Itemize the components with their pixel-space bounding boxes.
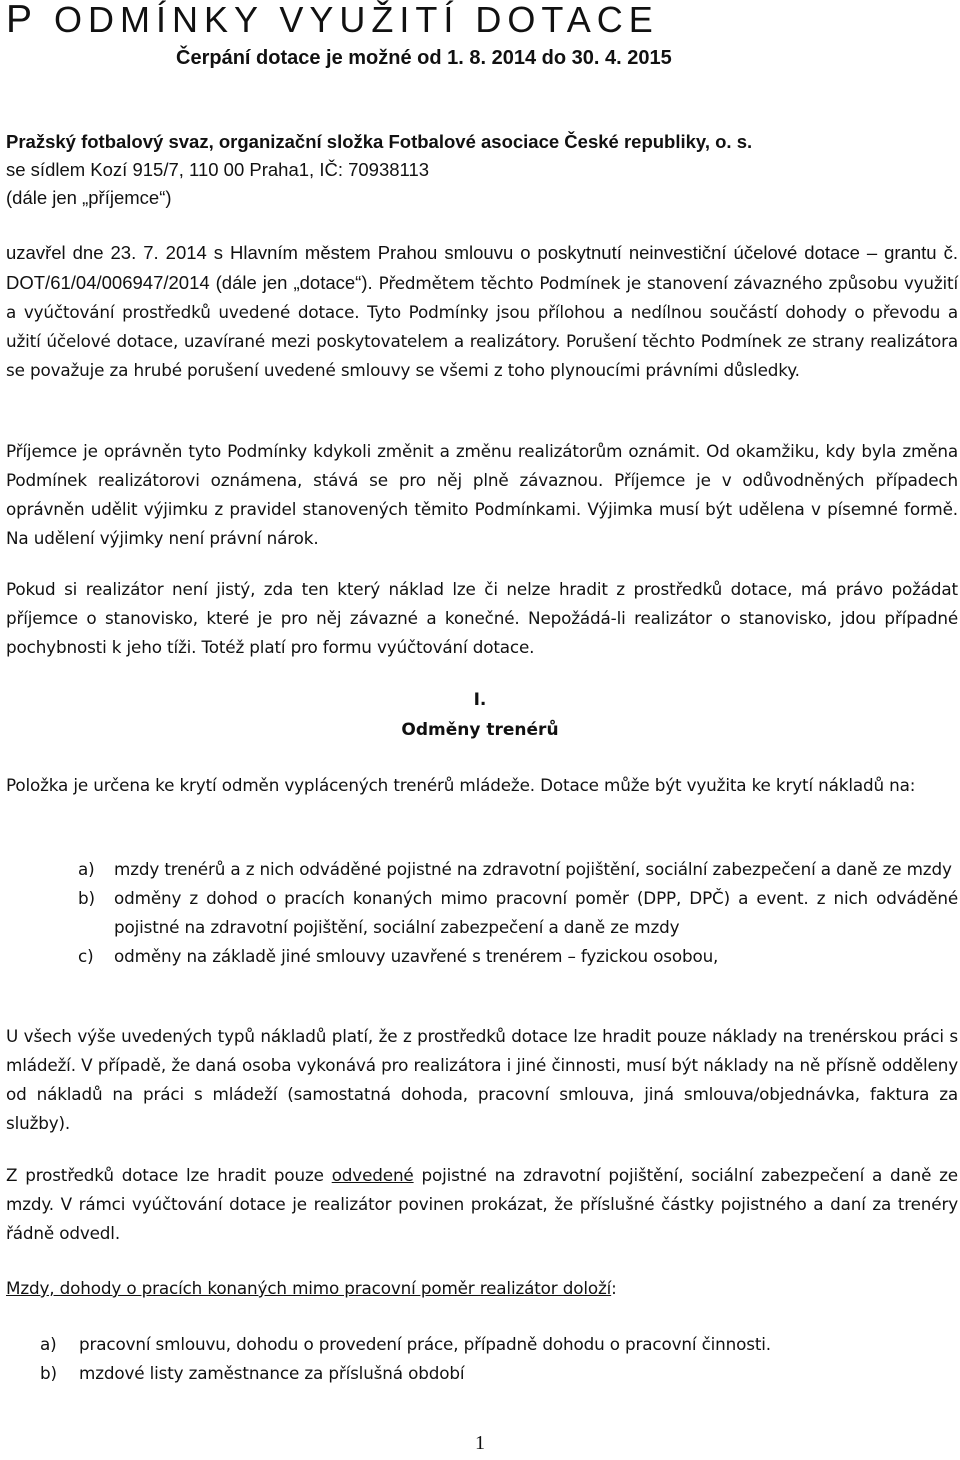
doubts-paragraph: Pokud si realizátor není jistý, zda ten který náklad lze či nelze hradit z prostředků dotace, má právo požádat příjemce o stanovisko, které je pro něj závazné a konečné. Nepožádá-li realizátor o stanovisko, jdou případné pochybnosti k jeho tíži. Totéž platí pro formu vyúčtování dotace. xyxy=(6,579,958,657)
intro-sentence-1: uzavřel dne 23. 7. 2014 s Hlavním městem Prahou smlouvu o poskytnutí neinvestiční účelové dotace – grantu č. DOT/61/04/006947/2014 (dále jen „dotace“). xyxy=(6,242,958,293)
list-marker: a) xyxy=(40,1334,57,1354)
list-item xyxy=(6,942,958,971)
list-marker: c) xyxy=(78,946,94,966)
documents-heading-line xyxy=(6,1274,958,1303)
document-title xyxy=(6,0,659,40)
funding-period: Čerpání dotace je možné od 1. 8. 2014 do 30. 4. 2015 xyxy=(176,47,672,69)
costs-paragraph: U všech výše uvedených typů nákladů platí, že z prostředků dotace lze hradit pouze náklady na trenérskou práci s mládeží. V případě, že daná osoba vykonává pro realizátora i jiné činnosti, musí být náklady na ně přísně odděleny od nákladů na práci s mládeží (samostatná dohoda, pracovní smlouva, jiná smlouva/objednávka, faktura za služby). xyxy=(6,1026,958,1133)
documents-heading-colon: : xyxy=(611,1278,617,1298)
list-item-text: mzdové listy zaměstnance za příslušná období xyxy=(79,1363,465,1383)
intro-sentence-2: Předmětem těchto Podmínek je stanovení závazného způsobu využití a vyúčtování prostředků uvedené dotace. Tyto Podmínky jsou přílohou a nedílnou součástí dohody o převodu a užití účelové dotace, uzavírané mezi poskytovatelem a realizátory. Porušení těchto Podmínek ze strany realizátora se považuje za hrubé porušení uvedené smlouvy se všemi z toho plynoucími právními důsledky. xyxy=(6,273,958,380)
section-number: I. xyxy=(473,690,487,710)
insurance-text-after: pojistné na zdravotní pojištění, sociální zabezpečení a daně ze mzdy. V rámci vyúčtování dotace je realizátor povinen prokázat, že příslušné částky pojistného a daní za trenéry řádně odvedl. xyxy=(6,1165,958,1243)
list-marker: a) xyxy=(78,859,95,879)
insurance-text-before: Z prostředků dotace lze hradit pouze xyxy=(6,1165,332,1185)
list-marker: b) xyxy=(78,888,95,908)
documents-heading: Mzdy, dohody o pracích konaných mimo pracovní poměr realizátor doloží xyxy=(6,1278,612,1298)
section-intro: Položka je určena ke krytí odměn vyplácených trenérů mládeže. Dotace může být využita ke krytí nákladů na: xyxy=(6,775,916,795)
insurance-underlined-word: odvedené xyxy=(331,1165,414,1185)
recipient-alias: (dále jen „příjemce“) xyxy=(6,187,172,208)
recipient-block xyxy=(6,128,956,212)
list-item xyxy=(6,1359,958,1388)
insurance-paragraph xyxy=(6,1161,958,1248)
list-marker: b) xyxy=(40,1363,57,1383)
recipient-address: se sídlem Kozí 915/7, 110 00 Praha1, IČ: 70938113 xyxy=(6,159,430,180)
list-item-text: odměny na základě jiné smlouvy uzavřené s trenérem – fyzickou osobou, xyxy=(114,946,719,966)
cost-list xyxy=(6,855,958,971)
list-item-text: mzdy trenérů a z nich odváděné pojistné na zdravotní pojištění, sociální zabezpečení a daně ze mzdy xyxy=(114,859,952,879)
documents-list xyxy=(6,1330,958,1388)
recipient-name: Pražský fotbalový svaz, organizační složka Fotbalové asociace České republiky, o. s. xyxy=(6,131,753,152)
list-item xyxy=(6,884,958,942)
intro-paragraph xyxy=(6,238,958,385)
list-item-text: odměny z dohod o pracích konaných mimo pracovní poměr (DPP, DPČ) a event. z nich odváděné pojistné na zdravotní pojištění, sociální zabezpečení a daně ze mzdy xyxy=(114,888,958,937)
section-title: Odměny trenérů xyxy=(401,720,559,740)
list-item xyxy=(6,1330,958,1359)
title-rest: ODMÍNKY VYUŽITÍ DOTACE xyxy=(54,0,659,40)
page-number: 1 xyxy=(475,1432,485,1454)
title-first-letter: P xyxy=(6,0,39,41)
list-item-text: pracovní smlouvu, dohodu o provedení práce, případně dohodu o pracovní činnosti. xyxy=(79,1334,771,1354)
changes-paragraph: Příjemce je oprávněn tyto Podmínky kdykoli změnit a změnu realizátorům oznámit. Od okamžiku, kdy byla změna Podmínek realizátorovi oznámena, stává se pro něj plně závaznou. Příjemce je v odůvodněných případech oprávněn udělit výjimku z pravidel stanovených těmito Podmínkami. Výjimka musí být udělena v písemné formě. Na udělení výjimky není právní nárok. xyxy=(6,441,958,548)
list-item xyxy=(6,855,958,884)
